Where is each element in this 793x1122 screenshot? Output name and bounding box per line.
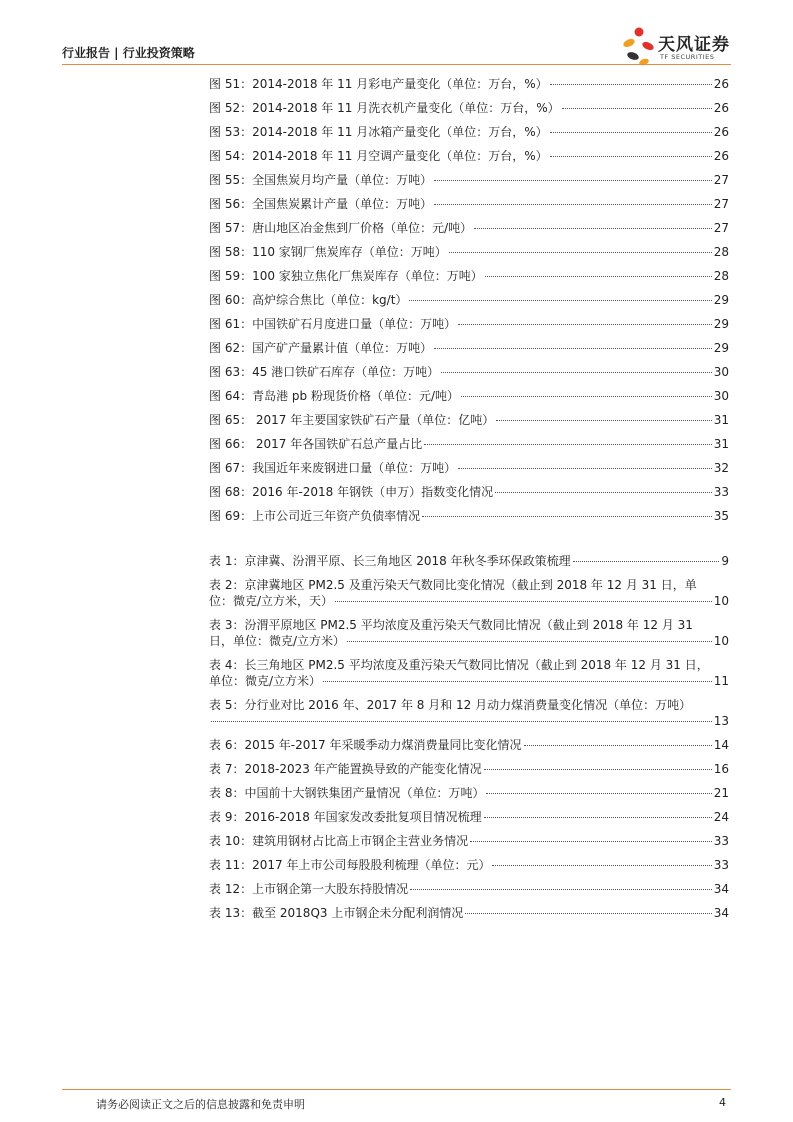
toc-entry-figure-57[interactable] [209,220,729,236]
toc-page-number: 28 [713,269,729,283]
toc-entry-table-6[interactable] [209,737,729,753]
leader-dots [496,420,711,421]
footer-disclaimer: 请务必阅读正文之后的信息披露和免责申明 [96,1098,305,1111]
toc-entry-figure-55[interactable] [209,172,729,188]
toc-page-number: 33 [713,485,729,499]
toc-page-number: 33 [713,858,729,872]
leader-dots [484,817,712,818]
leader-dots [434,204,712,205]
toc-entry-table-3[interactable] [209,617,729,649]
toc-entry-label-line1: 表 4：长三角地区 PM2.5 平均浓度及重污染天气数同比情况（截止到 2018 年 12 月 31 日， [209,658,709,672]
toc-page-number: 26 [713,149,729,163]
toc-entry-label: 图 57：唐山地区冶金焦到厂价格（单位：元/吨） [209,221,473,235]
toc-entry-table-13[interactable] [209,905,729,921]
toc-entry-label: 表 7：2018-2023 年产能置换导致的产能变化情况 [209,762,482,776]
toc-entry-label-line1: 表 3：汾渭平原地区 PM2.5 平均浓度及重污染天气数同比情况（截止到 2018 年 12 月 31 [209,618,693,632]
leader-dots [458,324,712,325]
leader-dots [485,276,712,277]
leader-dots [470,841,712,842]
toc-entry-figure-61[interactable] [209,316,729,332]
toc-entry-table-5[interactable] [209,697,729,729]
toc-entry-label: 图 54：2014-2018 年 11 月空调产量变化（单位：万台，%） [209,149,548,163]
toc-page-number: 10 [713,634,729,648]
toc-entry-figure-68[interactable] [209,484,729,500]
toc-entry-table-4[interactable] [209,657,729,689]
toc-page-number: 9 [721,554,729,568]
toc-entry-label: 图 61：中国铁矿石月度进口量（单位：万吨） [209,317,457,331]
toc-page-number: 30 [713,389,729,403]
toc-page-number: 24 [713,810,729,824]
toc-entry-label-line2: 单位：微克/立方米） [209,674,322,688]
toc-entry-label: 表 9：2016-2018 年国家发改委批复项目情况梳理 [209,810,482,824]
toc-entry-figure-69[interactable] [209,508,729,524]
leader-dots [449,252,712,253]
toc-entry-table-12[interactable] [209,881,729,897]
toc-entry-label: 表 10：建筑用钢材占比高上市钢企主营业务情况 [209,834,469,848]
leader-dots [495,492,712,493]
toc-page-number: 27 [713,197,729,211]
page-number: 4 [719,1096,726,1109]
toc-page-number: 34 [713,906,729,920]
leader-dots [484,769,712,770]
leader-dots [323,681,712,682]
toc-entry-label: 表 12：上市钢企第一大股东持股情况 [209,882,409,896]
leader-dots [434,348,712,349]
toc-entry-figure-67[interactable] [209,460,729,476]
toc-entry-label: 图 69：上市公司近三年资产负债率情况 [209,509,421,523]
toc-entry-figure-65[interactable] [209,412,729,428]
toc-page-number: 26 [713,125,729,139]
toc-entry-figure-62[interactable] [209,340,729,356]
toc-entry-label: 图 55：全国焦炭月均产量（单位：万吨） [209,173,433,187]
toc-entry-label: 图 60：高炉综合焦比（单位：kg/t） [209,293,408,307]
toc-entry-label-line2: 位：微克/立方米，天） [209,594,334,608]
leader-dots [461,396,712,397]
toc-entry-label: 图 59：100 家独立焦化厂焦炭库存（单位：万吨） [209,269,483,283]
report-header: 行业报告 | 行业投资策略 [62,46,195,60]
leader-dots [441,372,712,373]
leader-dots [550,132,712,133]
leader-dots [524,745,712,746]
toc-entry-label: 图 65： 2017 年主要国家铁矿石产量（单位：亿吨） [209,413,495,427]
toc-page-number: 29 [713,293,729,307]
leader-dots [410,889,712,890]
toc-entry-label-line2: 日，单位：微克/立方米） [209,634,346,648]
leader-dots [424,444,711,445]
leader-dots [550,84,712,85]
toc-page-number: 11 [713,674,729,688]
toc-page-number: 33 [713,834,729,848]
toc-entry-figure-54[interactable] [209,148,729,164]
logo-english-text: TF SECURITIES [660,53,715,61]
toc-page-number: 21 [713,786,729,800]
toc-entry-table-9[interactable] [209,809,729,825]
toc-entry-label: 表 8：中国前十大钢铁集团产量情况（单位：万吨） [209,786,485,800]
leader-dots [422,516,712,517]
leader-dots [347,641,712,642]
leader-dots [458,468,712,469]
toc-entry-label: 图 52：2014-2018 年 11 月洗衣机产量变化（单位：万台，%） [209,101,560,115]
toc-entry-table-10[interactable] [209,833,729,849]
toc-entry-label: 图 67：我国近年来废钢进口量（单位：万吨） [209,461,457,475]
toc-entry-table-7[interactable] [209,761,729,777]
leader-dots [465,913,711,914]
toc-page-number: 27 [713,173,729,187]
toc-entry-table-11[interactable] [209,857,729,873]
toc-page-number: 10 [713,594,729,608]
toc-entry-figure-56[interactable] [209,196,729,212]
toc-entry-figure-63[interactable] [209,364,729,380]
toc-entry-label: 图 62：国产矿产量累计值（单位：万吨） [209,341,433,355]
toc-page-number: 29 [713,341,729,355]
toc-page-number: 16 [713,762,729,776]
toc-page-number: 31 [713,413,729,427]
logo-chinese-text: 天风证券 [658,35,730,55]
toc-page-number: 13 [713,714,729,728]
header-divider [62,64,731,65]
toc-page-number: 35 [713,509,729,523]
toc-entry-label: 图 51：2014-2018 年 11 月彩电产量变化（单位：万台，%） [209,77,548,91]
toc-entry-table-8[interactable] [209,785,729,801]
toc-entry-table-1[interactable] [209,553,729,569]
toc-entry-figure-53[interactable] [209,124,729,140]
toc-entry-label: 表 13：截至 2018Q3 上市钢企未分配利润情况 [209,906,464,920]
toc-entry-table-2[interactable] [209,577,729,609]
toc-entry-figure-60[interactable] [209,292,729,308]
toc-entry-label: 表 11：2017 年上市公司每股股利梳理（单位：元） [209,858,491,872]
toc-entry-label: 表 1：京津冀、汾渭平原、长三角地区 2018 年秋冬季环保政策梳理 [209,554,571,568]
leader-dots [474,228,712,229]
toc-page-number: 26 [713,77,729,91]
toc-page-number: 29 [713,317,729,331]
toc-entry-figure-64[interactable] [209,388,729,404]
toc-entry-label-line1: 表 2：京津冀地区 PM2.5 及重污染天气数同比变化情况（截止到 2018 年 12 月 31 日，单 [209,578,697,592]
toc-entry-label: 图 53：2014-2018 年 11 月冰箱产量变化（单位：万台，%） [209,125,548,139]
leader-dots [550,156,712,157]
toc-page-number: 32 [713,461,729,475]
toc-entry-label-line1: 表 5：分行业对比 2016 年、2017 年 8 月和 12 月动力煤消费量变化情况（单位：万吨） [209,698,692,712]
leader-dots [486,793,711,794]
leader-dots [335,601,712,602]
toc-page-number: 27 [713,221,729,235]
toc-entry-label: 图 63：45 港口铁矿石库存（单位：万吨） [209,365,440,379]
toc-page-number: 28 [713,245,729,259]
toc-page-number: 30 [713,365,729,379]
toc-page-number: 26 [713,101,729,115]
toc-entry-label: 图 56：全国焦炭累计产量（单位：万吨） [209,197,433,211]
leader-dots [562,108,712,109]
toc-entry-figure-59[interactable] [209,268,729,284]
toc-page-number: 14 [713,738,729,752]
leader-dots [573,561,720,562]
toc-entry-label: 图 66： 2017 年各国铁矿石总产量占比 [209,437,423,451]
toc-page-number: 31 [713,437,729,451]
toc-entry-figure-52[interactable] [209,100,729,116]
toc-entry-figure-51[interactable] [209,76,729,92]
toc-page-number: 34 [713,882,729,896]
toc-entry-figure-66[interactable] [209,436,729,452]
leader-dots [492,865,711,866]
toc-entry-label: 图 64：青岛港 pb 粉现货价格（单位：元/吨） [209,389,459,403]
toc-entry-label: 图 58：110 家钢厂焦炭库存（单位：万吨） [209,245,447,259]
toc-entry-figure-58[interactable] [209,244,729,260]
footer-divider [62,1089,731,1090]
leader-dots [409,300,711,301]
leader-dots [211,721,712,722]
toc-entry-label: 表 6：2015 年-2017 年采暖季动力煤消费量同比变化情况 [209,738,522,752]
leader-dots [434,180,712,181]
toc-entry-label: 图 68：2016 年-2018 年钢铁（申万）指数变化情况 [209,485,494,499]
